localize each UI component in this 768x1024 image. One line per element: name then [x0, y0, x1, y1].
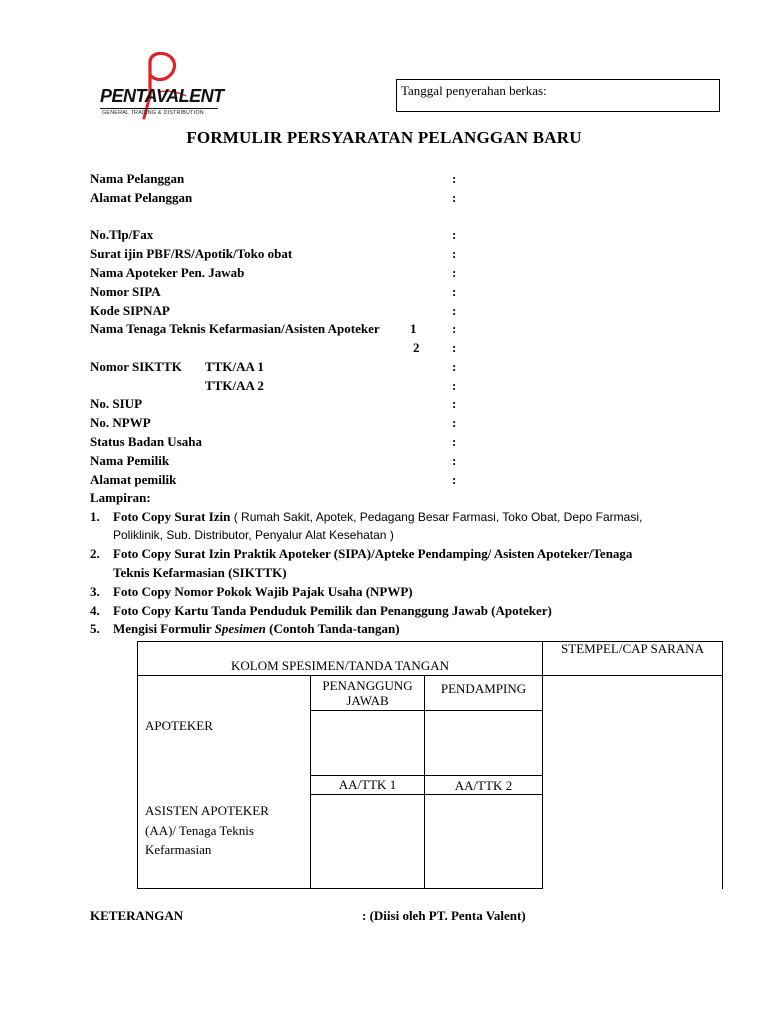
field-colon: :	[452, 303, 457, 318]
table-col-aa-ttk-2: AA/TTK 2	[454, 778, 513, 793]
list-item-number: 3.	[90, 584, 100, 599]
field-colon: :	[452, 227, 457, 242]
table-row-asisten-apoteker-2: (AA)/ Tenaga Teknis	[145, 823, 254, 838]
logo-word-penta: PENTA	[100, 86, 158, 106]
field-label-no-npwp: No. NPWP	[90, 415, 151, 430]
list-item: Foto Copy Kartu Tanda Penduduk Pemilik dan Penanggung Jawab (Apoteker)	[113, 603, 552, 618]
company-logo	[98, 52, 222, 122]
field-label-surat-ijin: Surat ijin PBF/RS/Apotik/Toko obat	[90, 246, 293, 261]
field-colon: :	[452, 415, 457, 430]
field-colon: :	[452, 378, 457, 393]
field-colon: :	[452, 396, 457, 411]
date-submission-label: Tanggal penyerahan berkas:	[401, 83, 547, 98]
list-item: Foto Copy Nomor Pokok Wajib Pajak Usaha (NPWP)	[113, 584, 413, 599]
field-colon: :	[452, 472, 457, 487]
field-colon: :	[452, 246, 457, 261]
date-submission-box[interactable]	[396, 79, 720, 112]
field-colon: :	[452, 171, 457, 186]
list-item-rest: ( Rumah Sakit, Apotek, Pedagang Besar Farmasi, Toko Obat, Depo Farmasi,	[230, 510, 643, 524]
logo-tagline: GENERAL TRADING & DISTRIBUTION	[102, 110, 204, 116]
table-row-apoteker: APOTEKER	[145, 718, 213, 733]
field-label-nomor-sipa: Nomor SIPA	[90, 284, 161, 299]
field-colon: :	[452, 434, 457, 449]
field-number-ttk-2: 2	[413, 340, 420, 355]
list-item	[113, 621, 400, 637]
field-label-nama-pemilik: Nama Pemilik	[90, 453, 170, 468]
table-header-stamp: STEMPEL/CAP SARANA	[561, 641, 704, 656]
list-item-number: 4.	[90, 603, 100, 618]
table-col-penanggung-jawab: PENANGGUNG	[322, 678, 413, 693]
field-label-no-siup: No. SIUP	[90, 396, 143, 411]
field-colon: :	[452, 359, 457, 374]
field-label-nomor-sikttk: Nomor SIKTTK	[90, 359, 182, 374]
field-label-no-tlp: No.Tlp/Fax	[90, 227, 154, 242]
table-col-penanggung-jawab-2: JAWAB	[346, 693, 389, 708]
list-item-continuation: Poliklinik, Sub. Distributor, Penyalur Alat Kesehatan )	[113, 528, 394, 542]
lampiran-heading: Lampiran:	[90, 490, 151, 505]
table-row-asisten-apoteker-3: Kefarmasian	[145, 842, 212, 857]
list-item	[113, 509, 642, 525]
list-item-continuation: Teknis Kefarmasian (SIKTTK)	[113, 565, 287, 580]
stamp-cell[interactable]	[543, 676, 722, 888]
field-colon: :	[452, 453, 457, 468]
signature-cell-penanggung-jawab[interactable]	[311, 711, 424, 775]
list-item-number: 5.	[90, 621, 100, 636]
field-label-alamat-pelanggan: Alamat Pelanggan	[90, 190, 193, 205]
field-label-nama-ttk: Nama Tenaga Teknis Kefarmasian/Asisten Apoteker	[90, 321, 380, 336]
field-label-alamat-pemilik: Alamat pemilik	[90, 472, 177, 487]
list-item: Foto Copy Surat Izin Praktik Apoteker (SIPA)/Apteke Pendamping/ Asisten Apoteker/Tenaga	[113, 546, 633, 561]
field-label-kode-sipnap: Kode SIPNAP	[90, 303, 170, 318]
field-number-ttk-1: 1	[410, 321, 417, 336]
field-colon: :	[452, 265, 457, 280]
list-item-post: (Contoh Tanda-tangan)	[265, 621, 400, 636]
form-title: FORMULIR PERSYARATAN PELANGGAN BARU	[186, 128, 582, 147]
signature-cell-pendamping[interactable]	[425, 711, 542, 775]
field-label-nama-pelanggan: Nama Pelanggan	[90, 171, 185, 186]
signature-cell-aa-ttk-1[interactable]	[311, 795, 424, 888]
list-item-pre: Mengisi Formulir	[113, 621, 215, 636]
list-item-bold: Foto Copy Surat Izin	[113, 509, 231, 524]
table-col-pendamping: PENDAMPING	[440, 681, 527, 696]
table-col-aa-ttk-1: AA/TTK 1	[338, 777, 397, 792]
field-label-ttk-aa-2: TTK/AA 2	[205, 378, 264, 393]
keterangan-value: : (Diisi oleh PT. Penta Valent)	[362, 908, 526, 923]
table-row-asisten-apoteker: ASISTEN APOTEKER	[145, 803, 269, 818]
field-colon: :	[452, 190, 457, 205]
list-item-number: 2.	[90, 546, 100, 561]
keterangan-label: KETERANGAN	[90, 908, 184, 923]
field-label-ttk-aa-1: TTK/AA 1	[205, 359, 264, 374]
list-item-italic: Spesimen	[214, 621, 266, 636]
field-colon: :	[452, 284, 457, 299]
field-colon: :	[452, 321, 457, 336]
field-colon: :	[452, 340, 457, 355]
list-item-number: 1.	[90, 509, 100, 524]
field-label-status-badan: Status Badan Usaha	[90, 434, 202, 449]
table-header-specimen: KOLOM SPESIMEN/TANDA TANGAN	[231, 658, 449, 673]
signature-cell-aa-ttk-2[interactable]	[425, 795, 542, 888]
field-label-nama-apoteker: Nama Apoteker Pen. Jawab	[90, 265, 245, 280]
logo-word-valent: VALENT	[156, 86, 224, 106]
